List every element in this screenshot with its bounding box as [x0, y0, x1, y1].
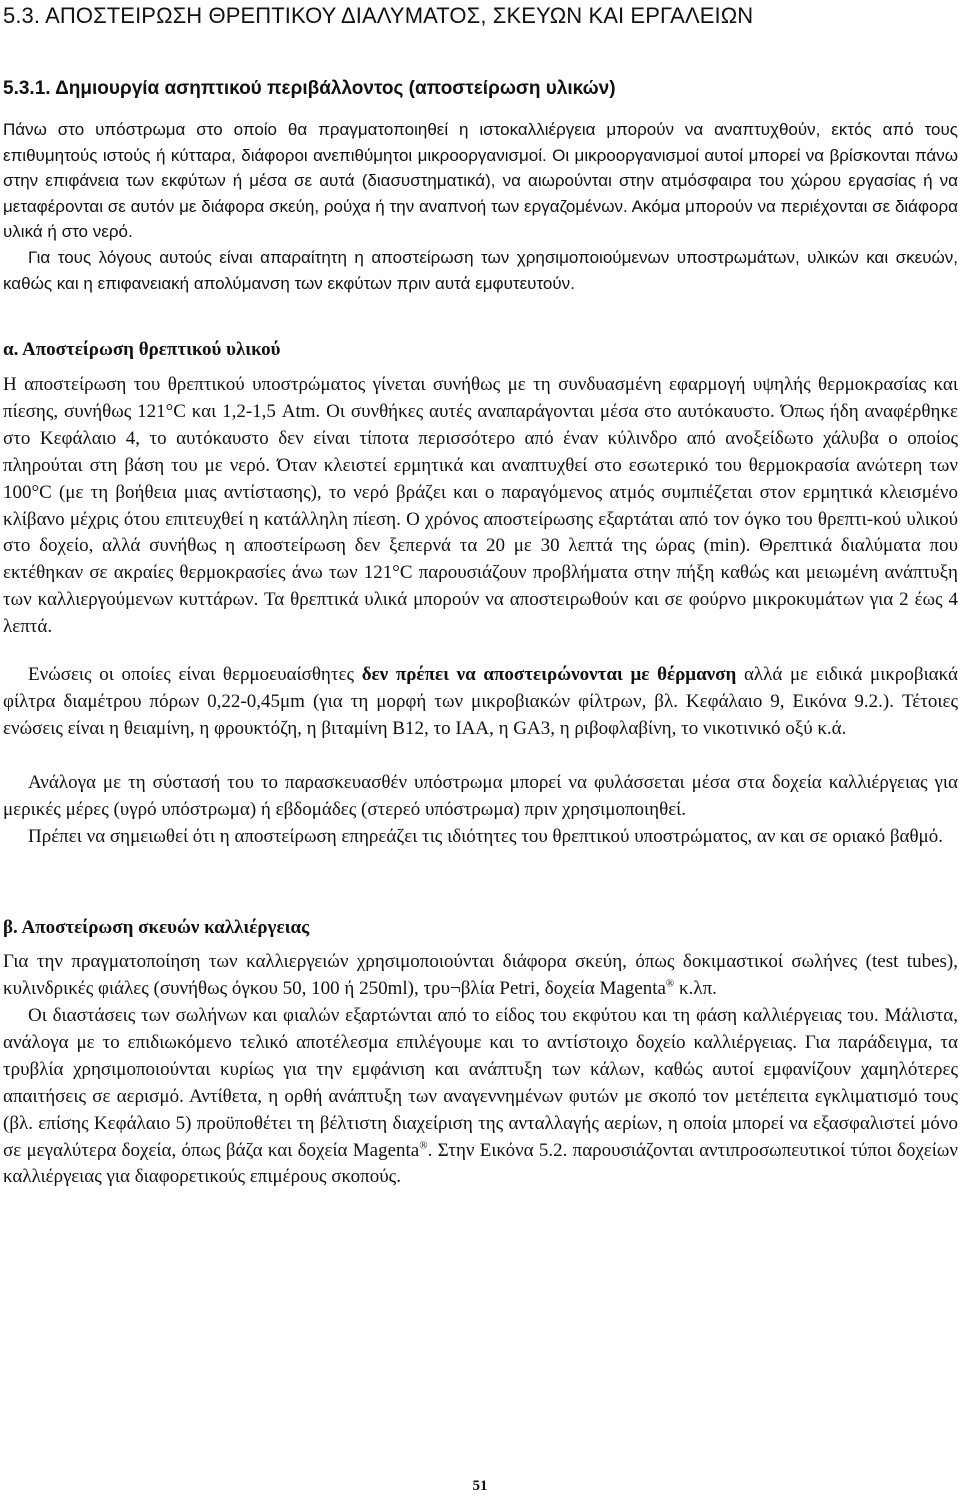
subsection-number: 5.3.1. [3, 78, 51, 99]
section-a-paragraph-4: Πρέπει να σημειωθεί ότι η αποστείρωση επηρεάζει τις ιδιότητες του θρεπτικού υποστρώματος, αν και σε οριακό βαθμό. [28, 826, 943, 847]
subsection-heading [3, 76, 953, 102]
section-b-p1-text-after: κ.λπ. [674, 977, 717, 999]
section-b-paragraph-2 [3, 1003, 958, 1191]
section-a-p2-text-after: αλλά με ειδικά μικροβιακά φίλτρα διαμέτρου πόρων 0,22-0,45μm (για τη μορφή των μικροβιακών φίλτρων, βλ. Κεφάλαιο 9, Εικόνα 9.2.). Τέτοιες ενώσεις είναι η θειαμίνη, η φρουκτόζη, η βιταμίνη B12, το ΙΑΑ, η GA3, η ριβοφλαβίνη, το νικοτινικό οξύ κ.ά. [3, 664, 958, 739]
section-a-p2-text-before: Ενώσεις οι οποίες είναι θερμοευαίσθητες [28, 664, 362, 685]
intro-paragraph-1: Πάνω στο υπόστρωμα στο οποίο θα πραγματοποιηθεί η ιστοκαλλιέργεια μπορούν να αναπτυχθούν, εκτός από τους επιθυμητούς ιστούς ή κύτταρα, διάφοροι ανεπιθύμητοι μικροοργανισμοί. Οι μικροοργανισμοί αυτοί μπορεί να βρίσκονται πάνω στην επιφάνεια των εκφύτων ή μέσα σε αυτά (διασυστηματικά), να αιωρούνται στην ατμόσφαιρα του χώρου εργασίας ή να μεταφέρονται σε αυτόν με διάφορα σκεύη, ρούχα ή την αναπνοή των εργαζομένων. Ακόμα μπορούν να περιέχονται σε διάφορα υλικά ή στο νερό. [3, 120, 958, 241]
section-a-paragraph-2 [3, 662, 958, 743]
page-number: 51 [472, 1478, 488, 1494]
section-a-paragraph-3: Ανάλογα με τη σύστασή του το παρασκευασθέν υπόστρωμα μπορεί να φυλάσσεται μέσα στα δοχεία καλλιέργειας για μερικές μέρες (υγρό υπόστρωμα) ή εβδομάδες (στερεό υπόστρωμα) πριν χρησιμοποιηθεί. [3, 772, 958, 820]
section-b-p1-text-before: Για την πραγματοποίηση των καλλιεργειών χρησιμοποιούνται διάφορα σκεύη, όπως δοκιμαστικοί σωλήνες (test tubes), κυλινδρικές φιάλες (συνήθως όγκου 50, 100 ή 250ml), τρυ¬βλία Petri, δοχεία Magenta [3, 951, 958, 999]
section-a-title: α. Αποστείρωση θρεπτικού υλικού [3, 339, 281, 360]
section-b-paragraph-1 [3, 949, 958, 1003]
subsection-title: Δημιουργία ασηπτικού περιβάλλοντος (αποστείρωση υλικών) [55, 78, 616, 99]
registered-trademark-mark: ® [419, 1139, 428, 1152]
section-a-paragraph-1: Η αποστείρωση του θρεπτικού υποστρώματος γίνεται συνήθως με τη συνδυασμένη εφαρμογή υψηλής θερμοκρασίας και πίεσης, συνήθως 121°C και 1,2-1,5 Atm. Οι συνθήκες αυτές αναπαράγονται μέσα στο αυτόκαυστο. Όπως ήδη αναφέρθηκε στο Κεφάλαιο 4, το αυτόκαυστο δεν είναι τίποτα περισσότερο από έναν κύλινδρο από ανοξείδωτο χάλυβα ο οποίος πληρούται στη βάση του με νερό. Όταν κλειστεί ερμητικά και αναπτυχθεί στο εσωτερικό του θερμοκρασία ανώτερη των 100°C (με τη βοήθεια μιας αντίστασης), το νερό βράζει και ο παραγόμενος ατμός συμπιέζεται στον ερμητικά κλεισμένο κλίβανο μέχρις ότου επιτευχθεί η κατάλληλη πίεση. Ο χρόνος αποστείρωσης εξαρτάται από τον όγκο του θρεπτι-κού υλικού στο δοχείο, αλλά συνήθως η αποστείρωση δεν ξεπερνά τα 20 με 30 λεπτά της ώρας (min). Θρεπτικά διαλύματα που εκτέθηκαν σε ακραίες θερμοκρασίες άνω των 121°C παρουσιάζουν προβλήματα στην πήξη καθώς και μειωμένη ανάπτυξη των καλλιεργούμενων κυττάρων. Τα θρεπτικά υλικά μπορούν να αποστειρωθούν και σε φούρνο μικροκυμάτων για 2 έως 4 λεπτά. [3, 374, 958, 638]
intro-paragraph-2: Για τους λόγους αυτούς είναι απαραίτητη η αποστείρωση των χρησιμοποιούμενων υποστρωμάτων, υλικών και σκευών, καθώς και η επιφανειακή απολύμανση των εκφύτων πριν αυτά εμφυτευτούν. [3, 248, 958, 293]
section-b-p2-text-after: . Στην Εικόνα 5.2. παρουσιάζονται αντιπροσωπευτικοί τύποι δοχείων καλλιέργειας για διαφορετικούς επιμέρους σκοπούς. [3, 1139, 958, 1188]
section-a-p2-emphasis: δεν πρέπει να αποστειρώνονται με θέρμανση [361, 664, 737, 685]
chapter-heading: 5.3. ΑΠΟΣΤΕΙΡΩΣΗ ΘΡΕΠΤΙΚΟΥ ΔΙΑΛΥΜΑΤΟΣ, ΣΚΕΥΩΝ ΚΑΙ ΕΡΓΑΛΕΙΩΝ [3, 3, 754, 28]
registered-trademark-mark: ® [665, 977, 675, 990]
section-b-p2-text-before: Οι διαστάσεις των σωλήνων και φιαλών εξαρτώνται από το είδος του εκφύτου και τη φάση καλλιέργειας του. Μάλιστα, ανάλογα με το επιδιωκόμενο τελικό αποτέλεσμα επιλέγουμε και το αντίστοιχο δοχείο καλλιέργειας. Για παράδειγμα, τα τρυβλία χρησιμοποιούνται κυρίως για την εμφάνιση και ανάπτυξη των κάλων, καθώς αυτοί εμφανίζουν χαμηλότερες απαιτήσεις σε αερισμό. Αντίθετα, η ορθή ανάπτυξη των αναγεννημένων φυτών με σκοπό τον μετέπειτα εγκλιματισμό τους (βλ. επίσης Κεφάλαιο 5) προϋποθέτει τη βέλτιστη διαχείριση της ανταλλαγής αερίων, η οποία μπορεί να εξασφαλιστεί μόνο σε μεγαλύτερα δοχεία, όπως βάζα και δοχεία Magenta [3, 1005, 958, 1161]
section-b-title: β. Αποστείρωση σκευών καλλιέργειας [3, 917, 310, 938]
